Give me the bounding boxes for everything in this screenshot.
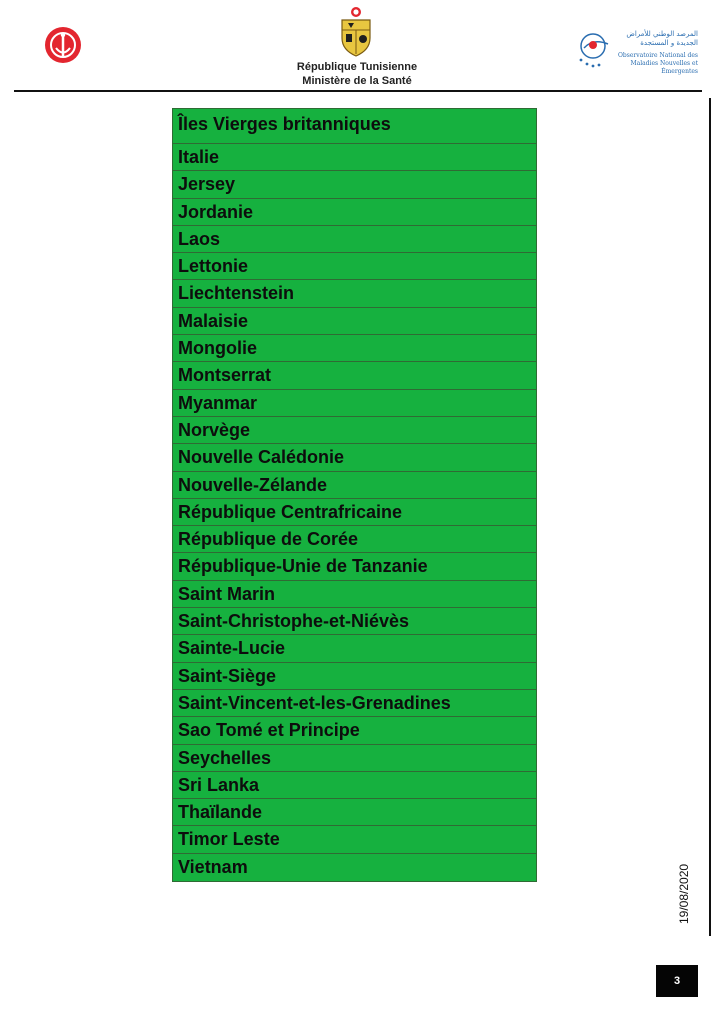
table-row: Malaisie bbox=[173, 308, 536, 335]
observatory-arabic-name bbox=[614, 30, 698, 48]
observatory-french-line-1: Observatoire National des bbox=[617, 52, 698, 59]
table-row: Jordanie bbox=[173, 199, 536, 226]
health-ministry-logo bbox=[44, 26, 82, 64]
header-divider bbox=[14, 90, 702, 92]
table-row: Seychelles bbox=[173, 745, 536, 772]
table-row: Myanmar bbox=[173, 390, 536, 417]
table-row: Laos bbox=[173, 226, 536, 253]
table-row: Vietnam bbox=[178, 856, 248, 877]
table-row: Liechtenstein bbox=[173, 280, 536, 307]
table-row: Saint-Christophe-et-Niévès bbox=[173, 608, 536, 635]
page-header bbox=[0, 0, 725, 92]
document-date: 19/08/2020 bbox=[677, 863, 691, 924]
table-row: Saint-Siège bbox=[173, 663, 536, 690]
table-row: République-Unie de Tanzanie bbox=[173, 553, 536, 580]
table-row: Lettonie bbox=[173, 253, 536, 280]
ministry-label: Ministère de la Santé bbox=[302, 75, 412, 87]
table-row: Jersey bbox=[173, 171, 536, 198]
table-row: Sao Tomé et Principe bbox=[173, 717, 536, 744]
page-number: 3 bbox=[656, 965, 698, 997]
right-margin-divider bbox=[709, 98, 711, 936]
table-row: République de Corée bbox=[173, 526, 536, 553]
ministry-title bbox=[262, 60, 452, 88]
table-row: Nouvelle-Zélande bbox=[173, 472, 536, 499]
table-row: Timor Leste bbox=[173, 826, 536, 853]
table-row: Nouvelle Calédonie bbox=[173, 444, 536, 471]
table-row: Îles Vierges britanniques bbox=[173, 109, 536, 144]
observatory-arabic-line-2: الجديدة و المستجدة bbox=[640, 39, 698, 47]
table-row: Sri Lanka bbox=[173, 772, 536, 799]
observatory-logo bbox=[578, 30, 698, 74]
table-row: Saint Marin bbox=[173, 581, 536, 608]
observatory-french-line-2: Maladies Nouvelles et Émergentes bbox=[630, 60, 698, 75]
tunisia-coat-of-arms-emblem bbox=[334, 6, 378, 58]
table-row: Saint-Vincent-et-les-Grenadines bbox=[173, 690, 536, 717]
table-row: Italie bbox=[173, 144, 536, 171]
table-row: Montserrat bbox=[173, 362, 536, 389]
republic-label: République Tunisienne bbox=[296, 61, 418, 73]
table-row: Sainte-Lucie bbox=[173, 635, 536, 662]
observatory-arabic-line-1: المرصد الوطني للأمراض bbox=[626, 30, 698, 38]
country-list-table bbox=[172, 108, 537, 882]
observatory-french-name bbox=[614, 52, 698, 76]
observatory-mark-icon bbox=[578, 30, 612, 70]
table-row: Thaïlande bbox=[173, 799, 536, 826]
table-row: Norvège bbox=[173, 417, 536, 444]
table-row: République Centrafricaine bbox=[173, 499, 536, 526]
table-row: Mongolie bbox=[173, 335, 536, 362]
